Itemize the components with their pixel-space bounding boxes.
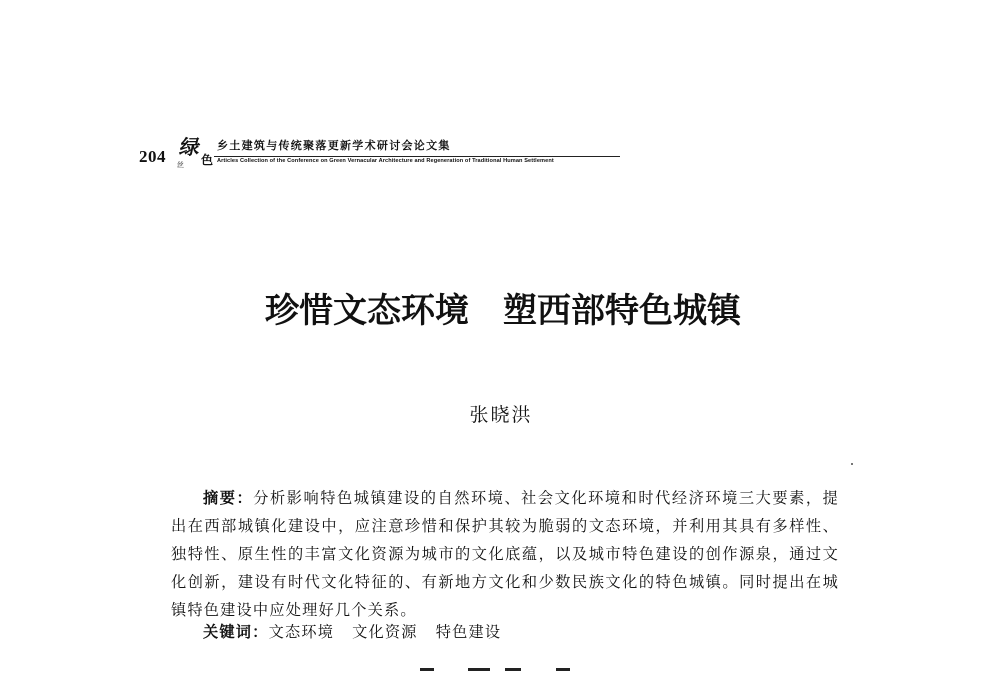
abstract-paragraph xyxy=(171,484,839,624)
keyword-item: 文态环境 xyxy=(268,623,335,641)
header-rule xyxy=(214,156,620,157)
logo-mark: 绿 xyxy=(177,135,203,159)
series-title-cn: 乡土建筑与传统聚落更新学术研讨会论文集 xyxy=(217,139,451,152)
logo-mark-secondary: 色 xyxy=(201,153,214,167)
abstract-label: 摘要： xyxy=(203,489,254,507)
cropped-glyph xyxy=(420,668,434,671)
cropped-glyph xyxy=(505,668,521,671)
author-name: 张晓洪 xyxy=(469,404,533,426)
scan-speck xyxy=(851,463,853,465)
keywords-line xyxy=(203,621,519,642)
series-title-en: Articles Collection of the Conference on Green Vernacular Architecture and Regeneration of Traditional Human Settlement xyxy=(217,158,554,164)
cropped-glyph xyxy=(468,668,490,671)
logo-small-text: 丝 xyxy=(177,161,184,169)
keywords-label: 关键词： xyxy=(203,623,269,641)
keyword-item: 特色建设 xyxy=(435,623,502,641)
page-number: 204 xyxy=(139,147,166,166)
keyword-item: 文化资源 xyxy=(352,623,418,641)
cropped-glyph xyxy=(556,668,570,671)
cropped-next-heading xyxy=(0,668,1000,677)
abstract-text: 分析影响特色城镇建设的自然环境、社会文化环境和时代经济环境三大要素，提出在西部城镇化建设中，应注意珍惜和保护其较为脆弱的文态环境，并利用其具有多样性、独特性、原生性的丰富文化资源为城市的文化底蕴，以及城市特色建设的创作源泉，通过文化创新，建设有时代文化特征的、有新地方文化和少数民族文化的特色城镇。同时提出在城镇特色建设中应处理好几个关系。 xyxy=(171,489,840,619)
paper-title-part1: 珍惜文态环境 xyxy=(265,291,469,331)
logo xyxy=(177,137,217,171)
paper-title xyxy=(0,283,1000,332)
paper-title-part2: 塑西部特色城镇 xyxy=(503,291,741,331)
